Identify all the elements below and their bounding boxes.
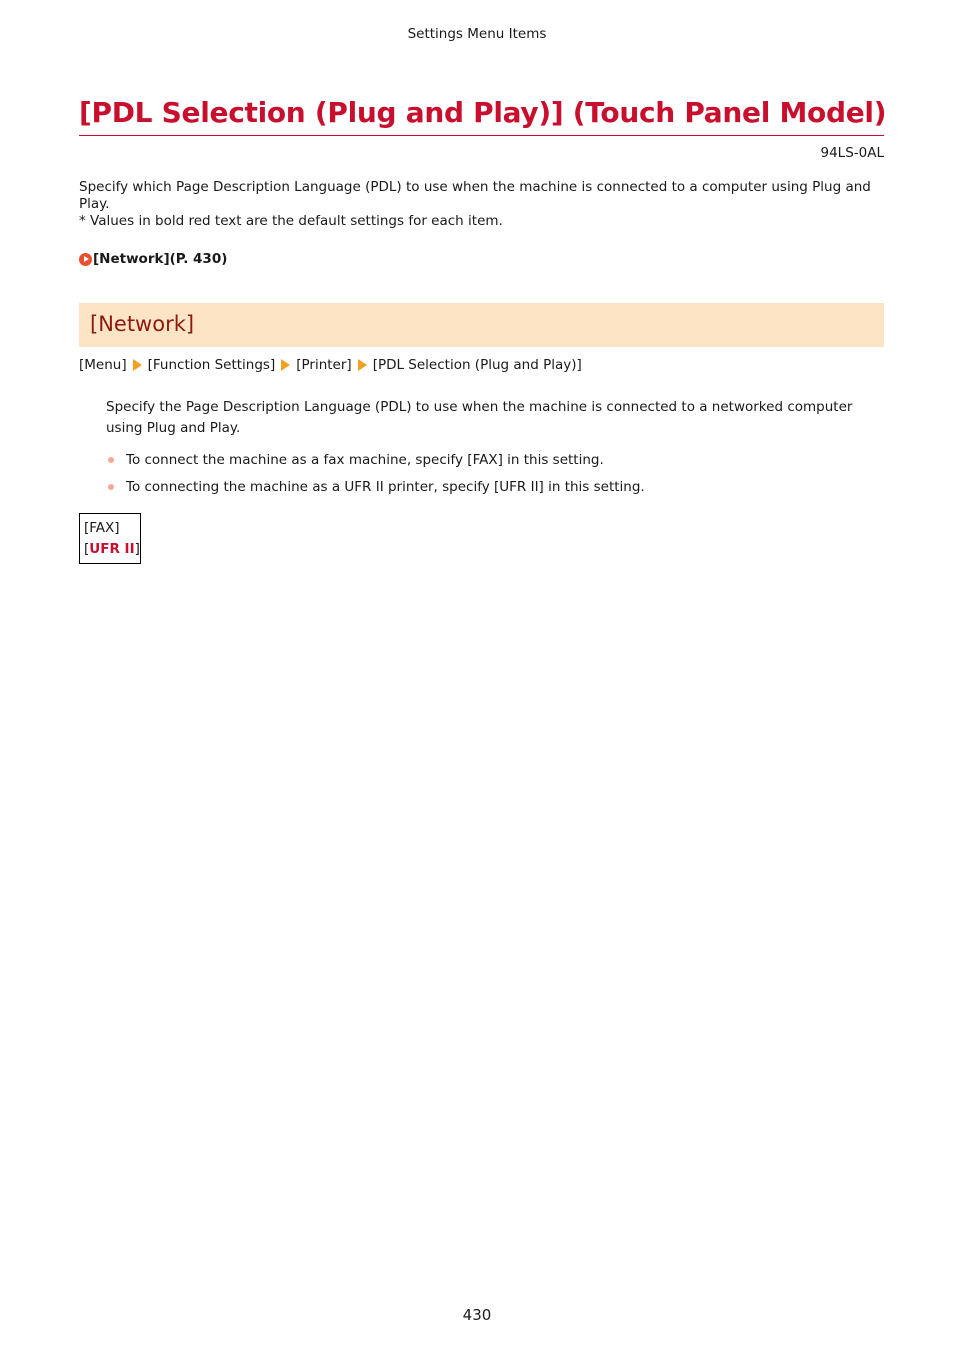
list-item: [106, 446, 645, 473]
bullet-text: To connecting the machine as a UFR II printer, specify [UFR II] in this setting.: [126, 478, 645, 495]
document-id: 94LS-0AL: [820, 145, 884, 161]
bullet-icon: [108, 457, 114, 463]
title-divider: [79, 135, 884, 136]
intro-text: [79, 179, 884, 230]
bracket-close: ]: [134, 541, 140, 557]
default-value: UFR II: [89, 541, 135, 557]
option-fax: [FAX]: [84, 520, 120, 536]
menu-path-item-printer: [Printer]: [296, 357, 352, 373]
options-box: [79, 513, 141, 564]
section-description: Specify the Page Description Language (PDL) to use when the machine is connected to a networked computer using Plug and Play.: [106, 399, 853, 436]
bullet-text: To connect the machine as a fax machine, specify [FAX] in this setting.: [126, 451, 604, 468]
network-cross-reference-link[interactable]: [79, 251, 227, 267]
section-heading: [Network]: [90, 312, 195, 336]
intro-line-2: * Values in bold red text are the default settings for each item.: [79, 213, 503, 229]
page-number: 430: [462, 1306, 492, 1324]
arrow-circle-icon: [79, 253, 92, 266]
menu-path-item-function-settings: [Function Settings]: [147, 357, 276, 373]
intro-line-1: Specify which Page Description Language (PDL) to use when the machine is connected to a computer using Plug and Play.: [79, 179, 871, 212]
menu-path-breadcrumb: [79, 357, 582, 373]
bullet-icon: [108, 484, 114, 490]
path-arrow-icon: [133, 359, 142, 371]
menu-path-item-pdl-selection: [PDL Selection (Plug and Play)]: [372, 357, 582, 373]
list-item: [106, 473, 645, 500]
running-header: Settings Menu Items: [407, 26, 547, 42]
path-arrow-icon: [281, 359, 290, 371]
option-ufr-ii: [80, 539, 140, 560]
network-section-header: [79, 303, 884, 347]
path-arrow-icon: [358, 359, 367, 371]
page-title: [PDL Selection (Plug and Play)] (Touch Panel Model): [79, 96, 887, 129]
network-link-label: [Network](P. 430): [93, 251, 228, 267]
bullet-list: [106, 446, 645, 500]
menu-path-item-menu: [Menu]: [79, 357, 127, 373]
bracket-open: [: [84, 541, 90, 557]
